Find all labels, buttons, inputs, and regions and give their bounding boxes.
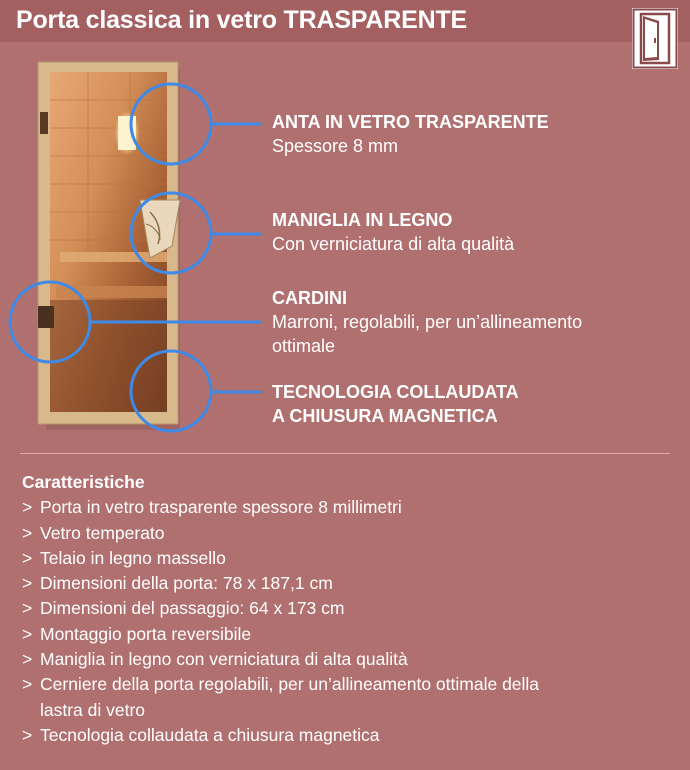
feature-description: Marroni, regolabili, per un’allineamento xyxy=(272,312,583,332)
list-item-text: Vetro temperato xyxy=(40,522,165,543)
list-item-text: lastra di vetro xyxy=(40,699,146,720)
list-item-text: Dimensioni del passaggio: 64 x 173 cm xyxy=(40,598,345,619)
list-marker: > xyxy=(22,649,33,670)
list-marker: > xyxy=(22,674,33,695)
list-marker: > xyxy=(22,547,33,568)
hinge xyxy=(40,112,48,134)
feature-heading: MANIGLIA IN LEGNO xyxy=(272,210,453,230)
page-title: Porta classica in vetro TRASPARENTE xyxy=(16,6,468,34)
list-item xyxy=(22,571,672,596)
list-item xyxy=(22,495,672,520)
list-item-text: Tecnologia collaudata a chiusura magnetica xyxy=(40,724,380,745)
header-bar xyxy=(0,0,690,42)
feature-description: ottimale xyxy=(272,336,336,356)
list-marker: > xyxy=(22,724,33,745)
list-item-text: Maniglia in legno con verniciatura di alta qualità xyxy=(40,649,408,670)
feature-magnetic-closure xyxy=(272,380,519,428)
feature-heading: ANTA IN VETRO TRASPARENTE xyxy=(272,112,549,132)
list-marker: > xyxy=(22,497,33,518)
list-item xyxy=(22,546,672,571)
list-item xyxy=(22,672,672,723)
feature-hinges xyxy=(272,286,582,358)
list-item xyxy=(22,622,672,647)
feature-heading: A CHIUSURA MAGNETICA xyxy=(272,406,498,426)
list-item-text: Telaio in legno massello xyxy=(40,547,226,568)
list-item-text: Dimensioni della porta: 78 x 187,1 cm xyxy=(40,573,333,594)
list-item xyxy=(22,596,672,621)
feature-description: Spessore 8 mm xyxy=(272,136,399,156)
list-item xyxy=(22,521,672,546)
feature-description: Con verniciatura di alta qualità xyxy=(272,234,515,254)
section-divider xyxy=(20,453,670,454)
list-marker: > xyxy=(22,598,33,619)
hinge xyxy=(38,306,54,328)
list-item xyxy=(22,723,672,748)
list-item-text: Montaggio porta reversibile xyxy=(40,623,252,644)
feature-wooden-handle xyxy=(272,208,514,256)
list-marker: > xyxy=(22,573,33,594)
specs-section xyxy=(22,470,672,748)
list-item-text: Cerniere della porta regolabili, per un’allineamento ottimale della xyxy=(40,674,540,695)
feature-glass-door xyxy=(272,110,549,158)
list-marker: > xyxy=(22,522,33,543)
feature-heading: CARDINI xyxy=(272,288,347,308)
list-marker: > xyxy=(22,623,33,644)
list-item-text: Porta in vetro trasparente spessore 8 millimetri xyxy=(40,497,402,518)
specs-heading: Caratteristiche xyxy=(22,472,145,492)
list-item xyxy=(22,647,672,672)
feature-heading: TECNOLOGIA COLLAUDATA xyxy=(272,382,519,402)
